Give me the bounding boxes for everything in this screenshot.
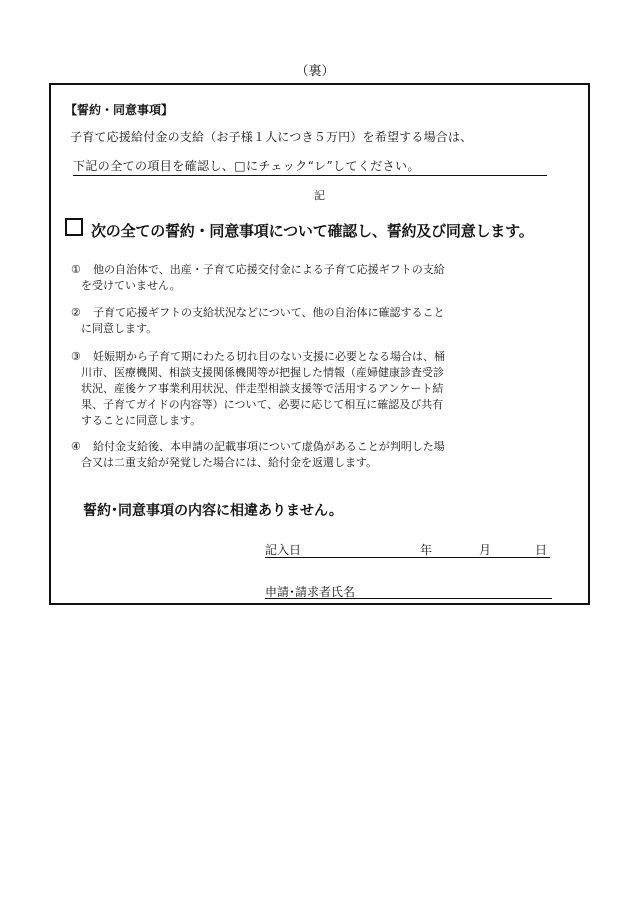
section-heading: 【誓約・同意事項】 (65, 103, 174, 117)
entry-date-label: 記入日 (265, 543, 302, 557)
item-line: に同意します。 (81, 322, 158, 335)
item-number: ② (71, 306, 81, 319)
consent-form-frame (49, 83, 590, 605)
applicant-name-field[interactable] (265, 580, 552, 599)
item-line: 川市、医療機関、相談支援関係機関等が把握した情報（産婦健康診査受診 (81, 366, 444, 379)
item-line: 合又は二重支給が発覚した場合には、給付金を返還します。 (81, 456, 378, 469)
item-line: 果、子育てガイドの内容等）について、必要に応じて相互に確認及び共有 (81, 398, 444, 411)
consent-checkbox[interactable] (65, 218, 83, 236)
entry-date-field[interactable] (265, 539, 550, 558)
item-number: ① (71, 263, 81, 276)
day-label: 日 (535, 543, 548, 557)
applicant-name-label: 申請･請求者氏名 (265, 585, 356, 599)
month-label: 月 (479, 543, 492, 557)
item-line: することに同意します。 (81, 414, 202, 427)
item-line: 他の自治体で、出産・子育て応援交付金による子育て応援ギフトの支給 (93, 263, 445, 276)
intro-underline (73, 175, 547, 176)
item-line: 子育て応援ギフトの支給状況などについて、他の自治体に確認すること (93, 306, 445, 319)
year-label: 年 (420, 543, 433, 557)
page-side-label: （裏） (295, 64, 335, 79)
intro-line-1: 子育て応援給付金の支給（お子様１人につき５万円）を希望する場合は、 (70, 130, 473, 144)
consent-item-4 (71, 439, 445, 471)
item-line: 状況、産後ケア事業利用状況、伴走型相談支援等で活用するアンケート結 (81, 382, 444, 395)
intro-line-2: 下記の全ての項目を確認し、□にチェック“レ”してください。 (73, 159, 420, 173)
ki-marker: 記 (314, 189, 325, 202)
item-number: ④ (71, 440, 81, 453)
item-number: ③ (71, 350, 81, 363)
item-line: 給付金支給後、本申請の記載事項について虚偽があることが判明した場 (93, 440, 445, 453)
consent-item-3 (71, 349, 445, 429)
item-line: 妊娠期から子育て期にわたる切れ目のない支援に必要となる場合は、桶 (93, 350, 445, 363)
consent-item-1 (71, 262, 445, 294)
consent-item-2 (71, 305, 445, 337)
item-line: を受けていません。 (81, 279, 181, 292)
consent-checkbox-label: 次の全ての誓約・同意事項について確認し、誓約及び同意します。 (91, 222, 534, 240)
consent-statement: 誓約･同意事項の内容に相違ありません。 (83, 503, 343, 519)
